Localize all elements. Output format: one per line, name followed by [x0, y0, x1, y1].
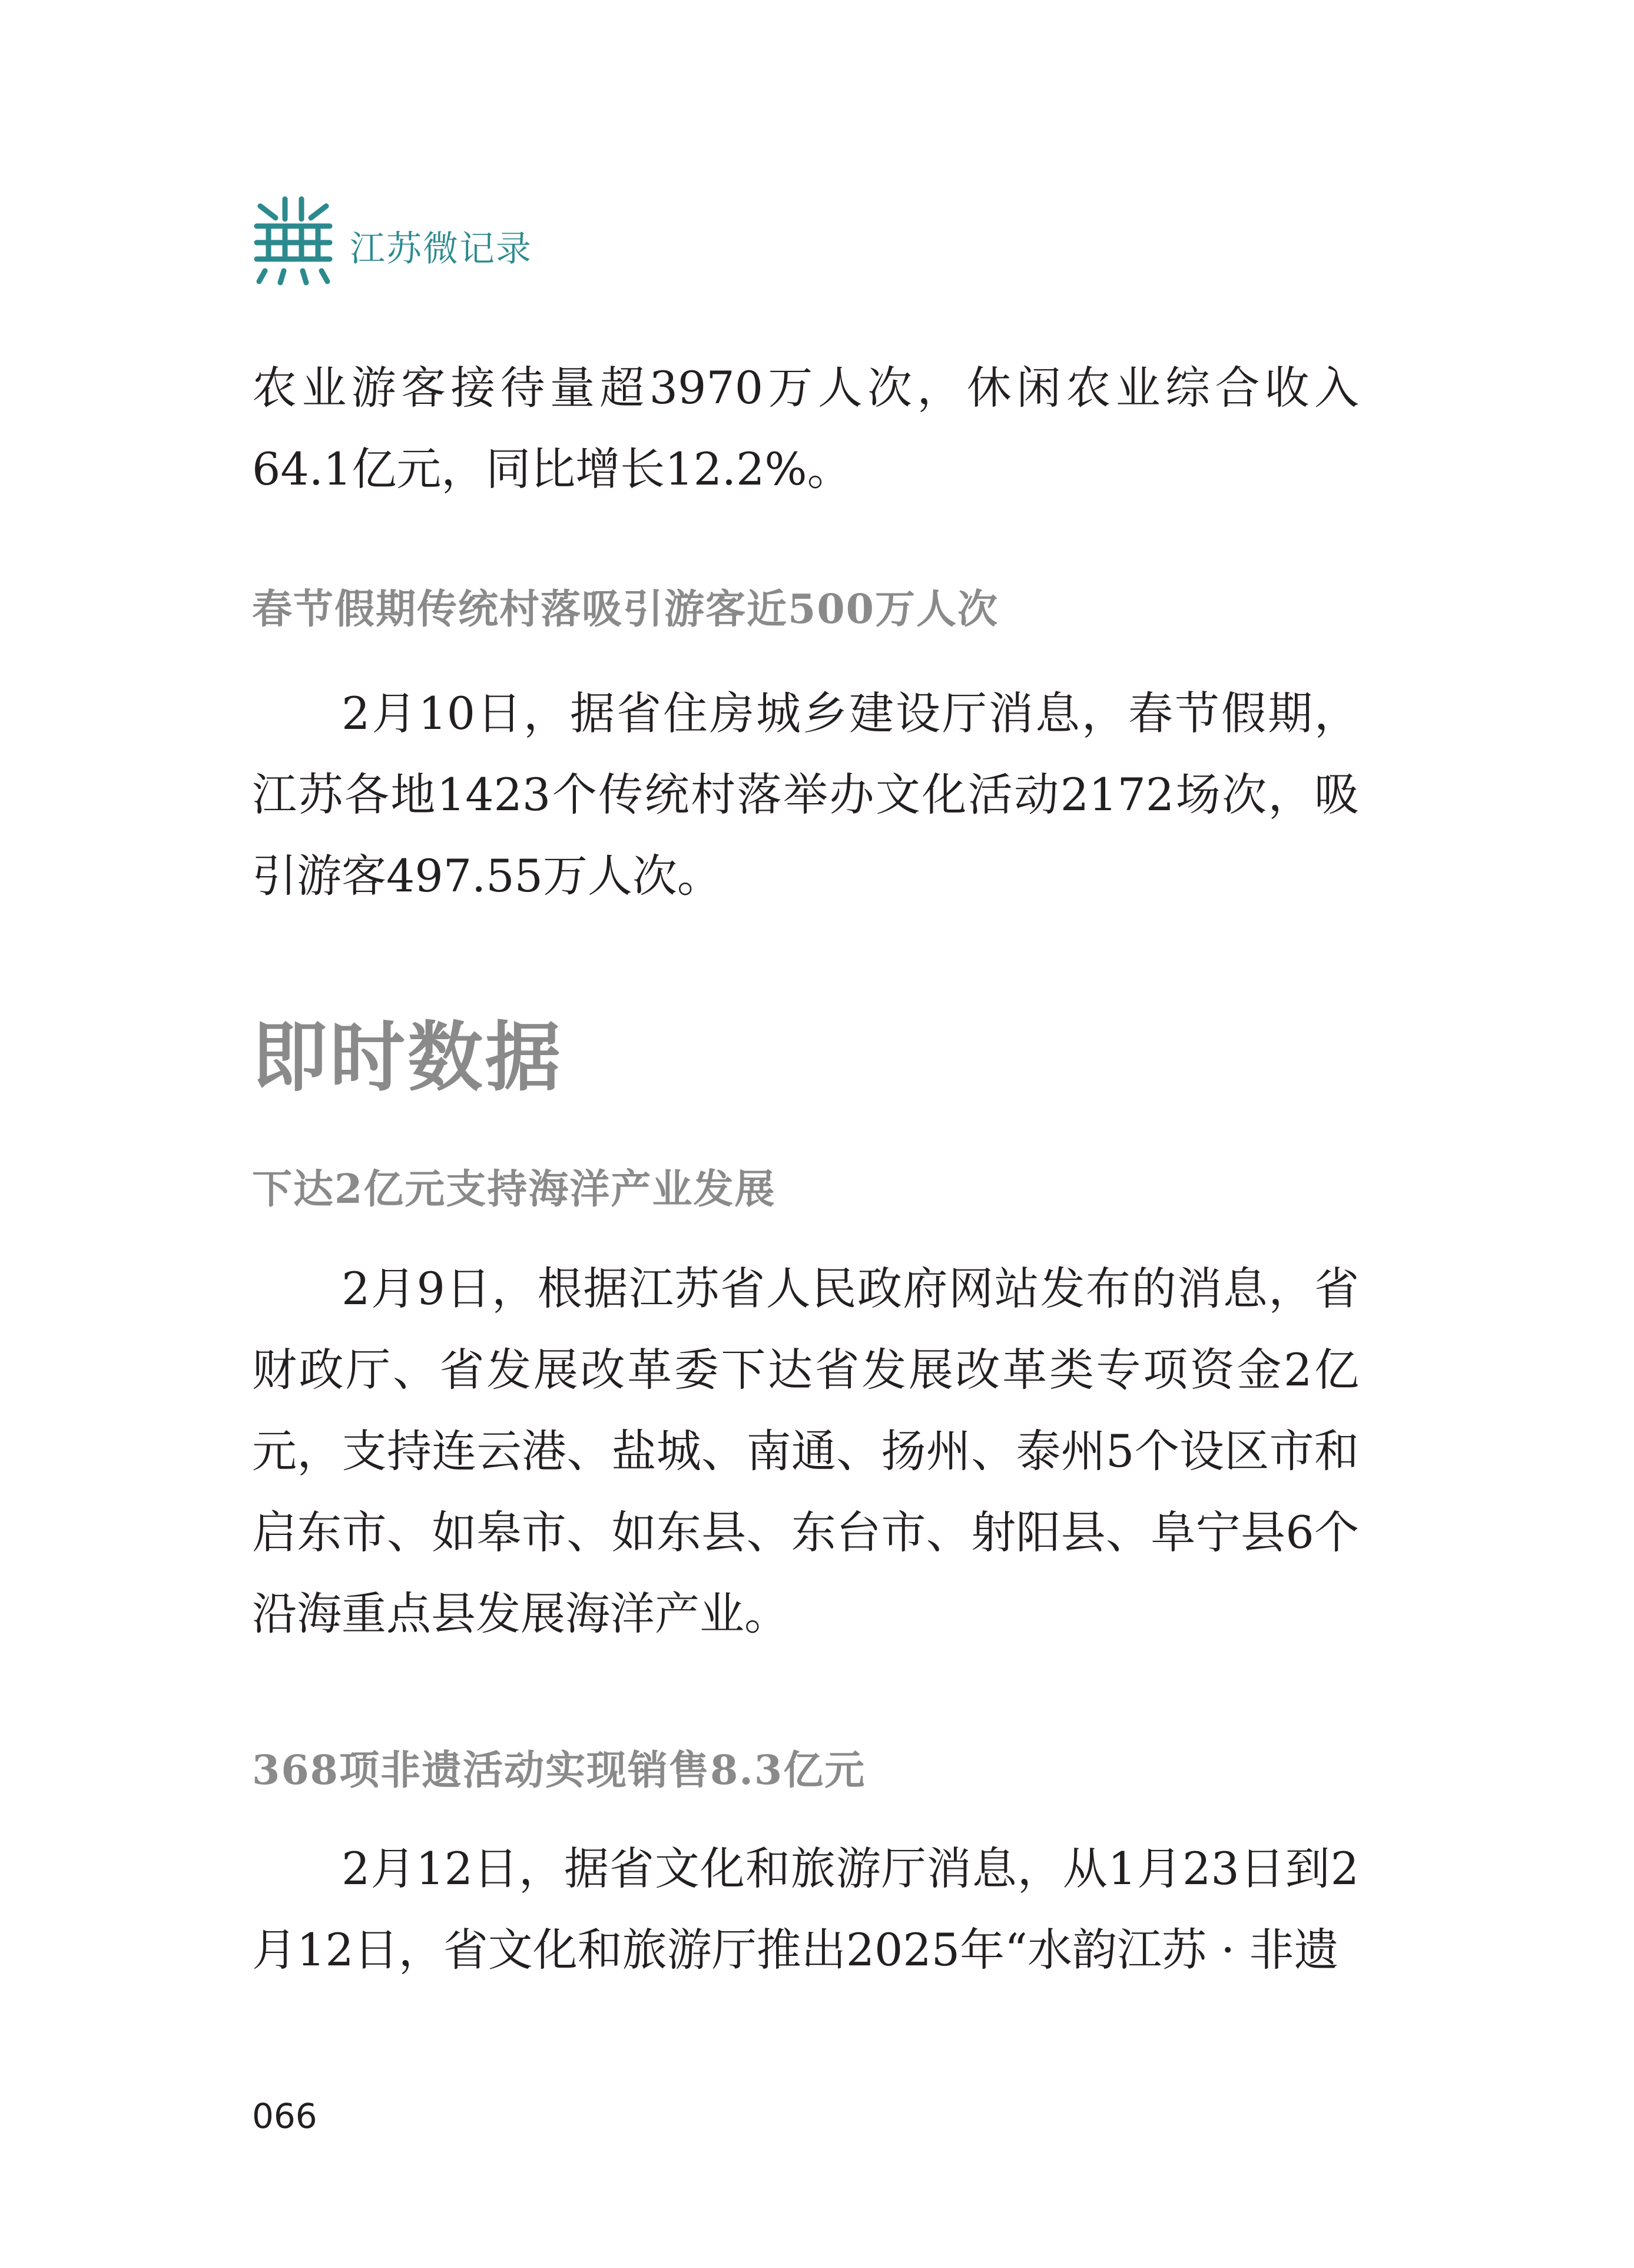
paragraph-intangible-heritage: 2月12日，据省文化和旅游厅消息，从1月23日到2月12日，省文化和旅游厅推出2025年“水韵江苏 · 非遗 [252, 1842, 1359, 1976]
subhead-marine-industry: 下达2亿元支持海洋产业发展 [252, 1166, 776, 1213]
subhead-intangible-heritage: 368项非遗活动实现销售8.3亿元 [252, 1747, 866, 1794]
paragraph-agri-tourism: 农业游客接待量超3970万人次，休闲农业综合收入64.1亿元，同比增长12.2%。 [252, 362, 1359, 495]
brand-title: 江苏微记录 [350, 228, 532, 270]
teal-calligraphic-logo-icon [252, 193, 334, 287]
paragraph-traditional-villages: 2月10日，据省住房城乡建设厅消息，春节假期，江苏各地1423个传统村落举办文化活动2172场次，吸引游客497.55万人次。 [252, 687, 1359, 902]
paragraph-marine-funding: 2月9日，根据江苏省人民政府网站发布的消息，省财政厅、省发展改革委下达省发展改革类专项资金2亿元，支持连云港、盐城、南通、扬州、泰州5个设区市和启东市、如皋市、如东县、东台市、射阳县、阜宁县6个沿海重点县发展海洋产业。 [252, 1262, 1359, 1640]
section-title-instant-data: 即时数据 [252, 1014, 564, 1102]
page-number: 066 [252, 2096, 317, 2136]
page-header [252, 187, 532, 293]
subhead-spring-festival-villages: 春节假期传统村落吸引游客近500万人次 [252, 586, 999, 633]
